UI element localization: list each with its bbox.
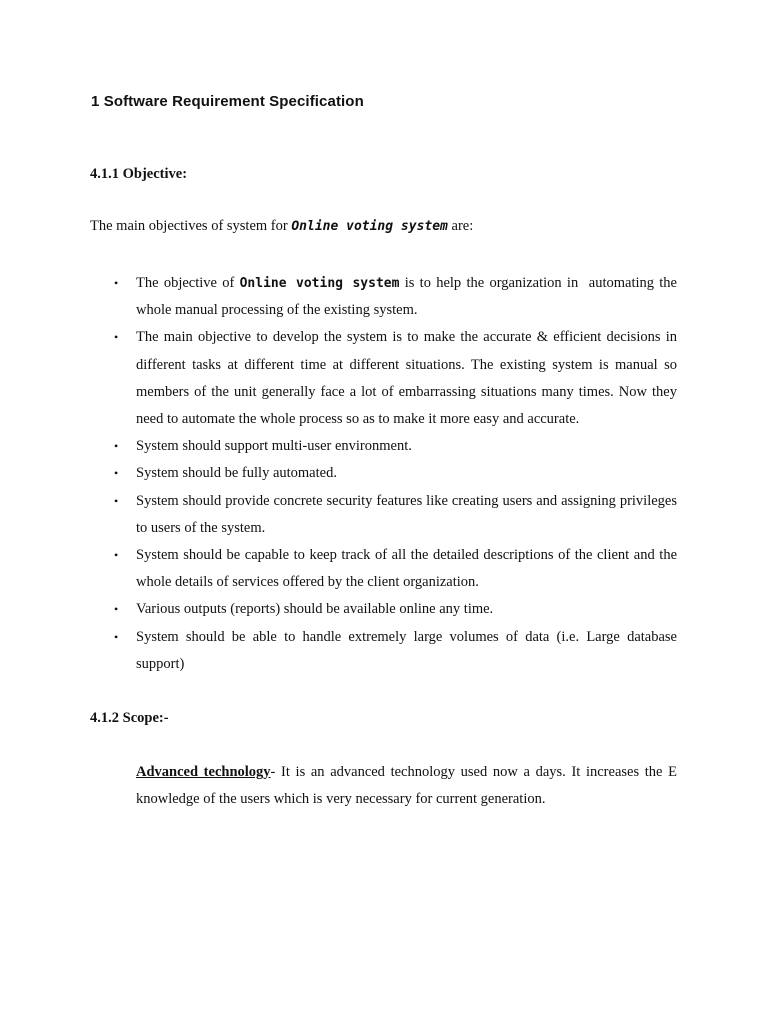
list-item: [91, 324, 677, 433]
bullet-icon: •: [114, 493, 119, 508]
intro-suffix: are:: [447, 218, 474, 234]
scope-term: Advanced technology: [136, 764, 271, 780]
list-item: [91, 270, 677, 324]
bullet-icon: •: [114, 629, 119, 644]
scope-paragraph: [136, 759, 677, 813]
bullet-text: System should provide concrete security features like creating users and assigning privileges to users of the system.: [136, 492, 677, 536]
bullet-icon: •: [114, 439, 119, 454]
objectives-list: [91, 270, 677, 678]
intro-system-name: Online voting system: [291, 219, 448, 234]
bullet-icon: •: [114, 330, 119, 345]
list-item: [91, 488, 677, 542]
bullet-text: Various outputs (reports) should be available online any time.: [136, 601, 494, 618]
list-item: [91, 542, 677, 596]
scope-description: - It is an advanced technology used now a days. It increases the E knowledge of the users which is very necessary for current generation.: [136, 764, 677, 808]
bullet-system-name: Online voting system: [239, 276, 400, 291]
list-item: [91, 596, 677, 623]
objective-intro: [90, 218, 473, 235]
bullet-icon: •: [114, 466, 119, 481]
intro-prefix: The main objectives of system for: [90, 218, 292, 234]
bullet-text: is to help the organization in automating the whole manual processing of the existing system.: [136, 275, 677, 319]
list-item: [91, 433, 677, 460]
bullet-icon: •: [114, 276, 119, 290]
bullet-text: System should support multi-user environment.: [136, 438, 412, 455]
bullet-text: System should be able to handle extremely large volumes of data (i.e. Large database support): [136, 628, 677, 672]
document-title: 1 Software Requirement Specification: [91, 93, 364, 110]
bullet-text: System should be capable to keep track of all the detailed descriptions of the client and the whole details of services offered by the client organization.: [136, 547, 677, 591]
bullet-icon: •: [114, 602, 119, 617]
bullet-prefix: The objective of: [136, 275, 240, 291]
objective-heading: 4.1.1 Objective:: [90, 166, 188, 182]
list-item: [91, 460, 677, 487]
scope-heading: 4.1.2 Scope:-: [90, 710, 169, 726]
bullet-text: System should be fully automated.: [136, 465, 337, 482]
bullet-icon: •: [114, 548, 119, 563]
bullet-text: The main objective to develop the system is to make the accurate & efficient decisions in different tasks at different time at different situations. The existing system is manual so members of the unit generally face a lot of embarrassing situations many times. Now they need to automate the whole process so as to make it more easy and accurate.: [136, 329, 677, 428]
list-item: [91, 624, 677, 678]
